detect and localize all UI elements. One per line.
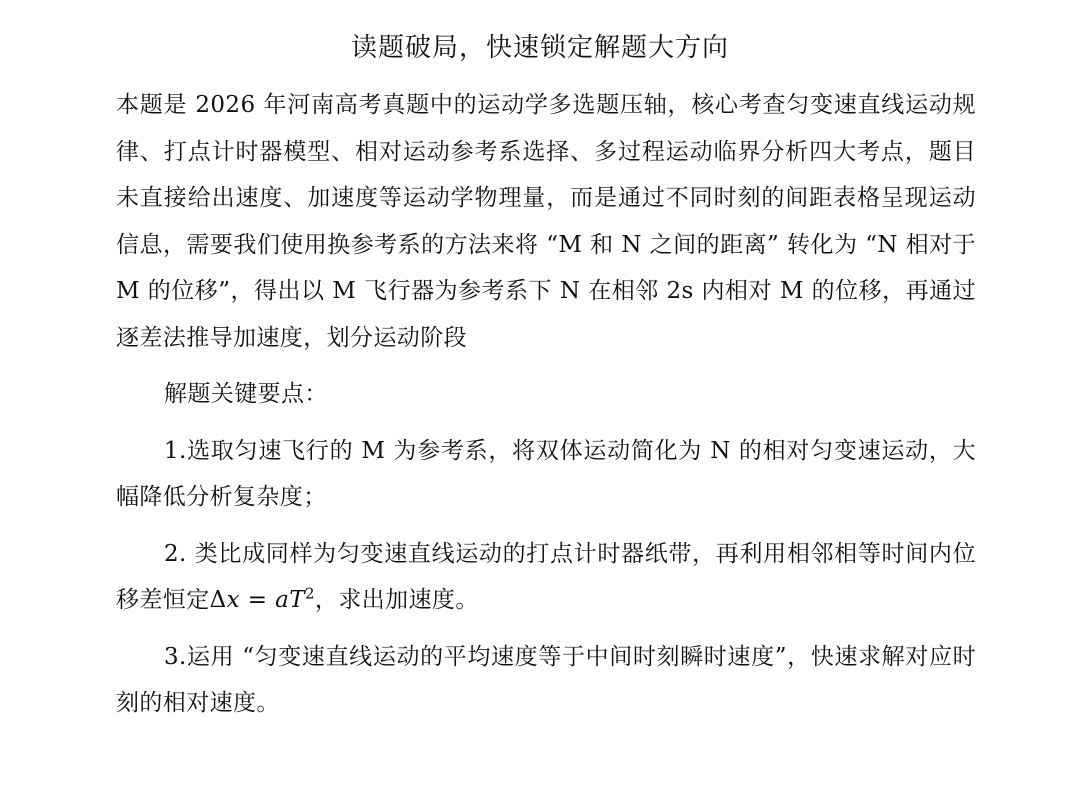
page-title: 读题破局，快速锁定解题大方向 bbox=[350, 33, 729, 63]
key-point-2 bbox=[116, 531, 976, 624]
document-body bbox=[116, 82, 976, 737]
key-point-1: 1.选取匀速飞行的 M 为参考系，将双体运动简化为 N 的相对匀变速运动，大幅降低分析复杂度； bbox=[116, 437, 976, 510]
acceleration-formula bbox=[209, 584, 315, 613]
formula-T: 𝑇 bbox=[289, 587, 305, 613]
key-point-2-text: 2. 类比成同样为匀变速直线运动的打点计时器纸带，再利用相邻相等时间内位移差恒定 bbox=[116, 540, 976, 613]
formula-equals: = bbox=[240, 587, 276, 613]
key-point-2-suffix: ，求出加速度。 bbox=[314, 587, 479, 613]
key-point-3: 3.运用 “匀变速直线运动的平均速度等于中间时刻瞬时速度”，快速求解对应时刻的相对速度。 bbox=[116, 643, 976, 716]
formula-delta-x: Δ𝑥 bbox=[209, 587, 240, 613]
formula-a: 𝑎 bbox=[275, 587, 290, 613]
formula-exponent: 2 bbox=[304, 584, 315, 603]
intro-paragraph: 本题是 2026 年河南高考真题中的运动学多选题压轴，核心考查匀变速直线运动规律、打点计时器模型、相对运动参考系选择、多过程运动临界分析四大考点，题目未直接给出速度、加速度等运动学物理量，而是通过不同时刻的间距表格呈现运动信息，需要我们使用换参考系的方法来将 “M 和 N 之间的距离” 转化为 “N 相对于 M 的位移”，得出以 M 飞行器为参考系下 N 在相邻 2s 内相对 M 的位移，再通过逐差法推导加速度，划分运动阶段 bbox=[116, 92, 976, 351]
key-points-heading: 解题关键要点： bbox=[164, 381, 328, 407]
